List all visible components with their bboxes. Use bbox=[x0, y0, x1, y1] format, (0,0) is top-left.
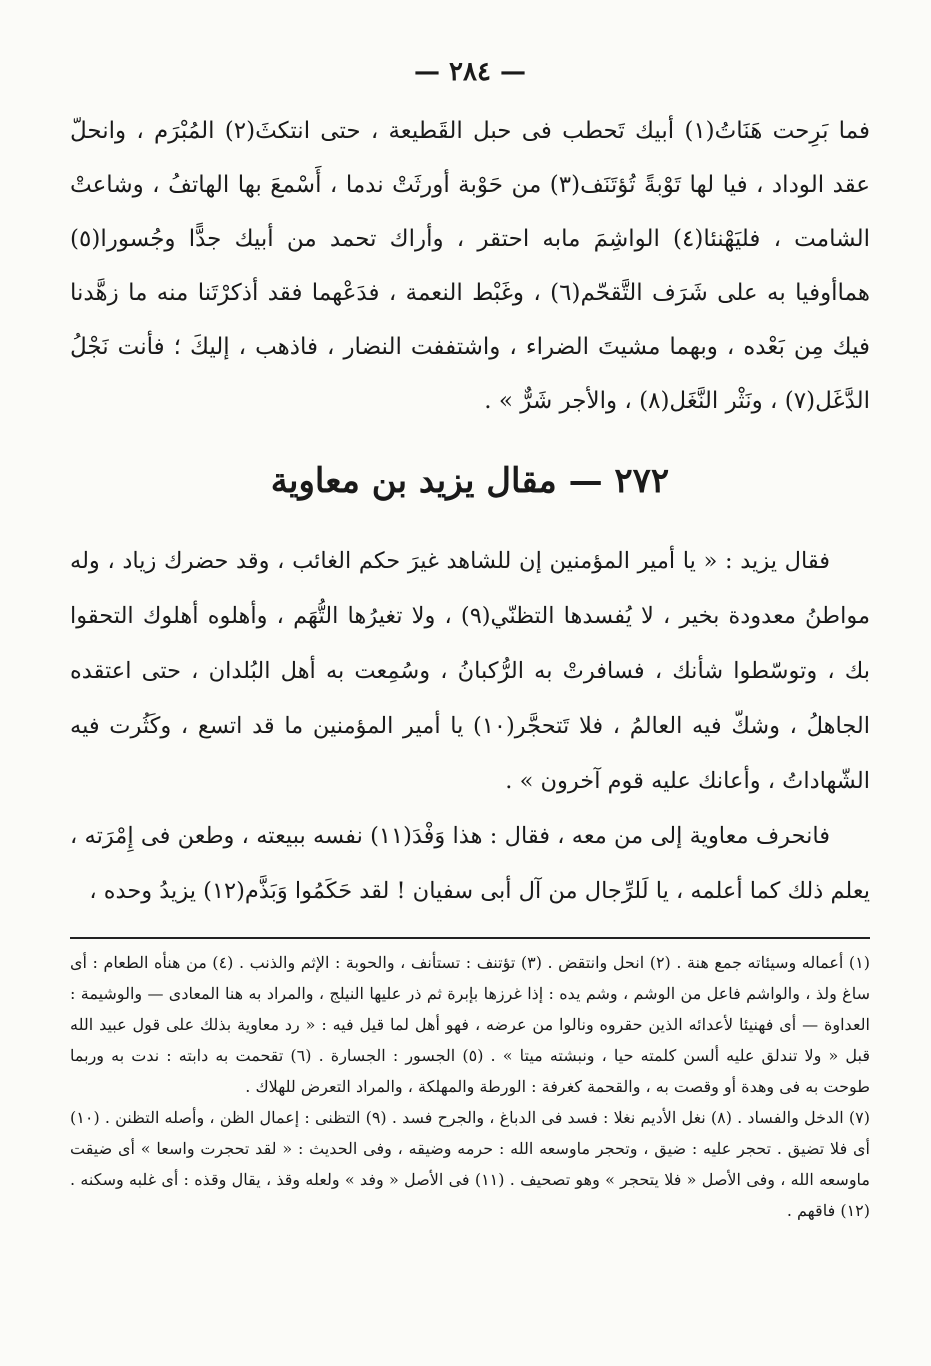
footnote-divider bbox=[70, 937, 870, 939]
book-page bbox=[70, 52, 870, 1342]
intro-paragraph: فما بَرِحت هَنَاتُ(١) أبيك تَحطب فى حبل القَطيعة ، حتى انتكثَ(٢) المُبْرَم ، وانحلّ عقد الوداد ، فيا لها تَوْبةً تُؤتَنَف(٣) من حَوْبة أورثَتْ ندما ، أَسْمعَ بها الهاتفُ ، وشاعتْ الشامت ، فليَهْنئا(٤) الواشِمَ مابه احتقر ، وأراك تحمد من أبيك جدًّا وجُسورا(٥) هماأوفيا به على شَرَف التَّقحّم(٦) ، وغَبْط النعمة ، فدَعْهما فقد أذكرْتَنا منه ما زهَّدنا فيك مِن بَعْده ، وبهما مشيتَ الضراء ، واشتففت النضار ، فاذهب ، إليكَ ؛ فأنت نَجْلُ الدَّغَل(٧) ، ونَثْر النَّغَل(٨) ، والأجر شَرٌّ » . bbox=[70, 118, 870, 414]
paragraph-muawiya: فانحرف معاوية إلى من معه ، فقال : هذا وَفْدَ(١١) نفسه ببيعته ، وطعن فى إِمْرَته ، يعلم ذلك كما أعلمه ، يا لَلرِّجال من آل أبى سفيان ! لقد حَكَمُوا وَبَذَّم(١٢) يزيدُ وحده ، bbox=[70, 823, 870, 904]
footnotes bbox=[70, 947, 870, 1226]
footnote-block: (٧) الدخل والفساد . (٨) نغل الأديم نغلا : فسد فى الدباغ ، والجرح فسد . (٩) التظنى : إعمال الظن ، وأصله التظنن . (١٠) أى فلا تضيق . تحجر عليه : ضيق ، وتحجر ماوسعه الله : حرمه وضيقه ، وفى الحديث : « لقد تحجرت واسعا » أى ضيقت ماوسعه الله ، وفى الأصل « فلا يتحجر » وهو تصحيف . (١١) فى الأصل « وفد » ولعله وقذ ، يقال وقذه : أى غلبه وسكنه . (١٢) فاقهم . bbox=[70, 1108, 870, 1220]
paragraph-yazid: فقال يزيد : « يا أمير المؤمنين إن للشاهد غيرَ حكم الغائب ، وقد حضرك زياد ، وله مواطنُ معدودة بخير ، لا يُفسدها التظنّي(٩) ، ولا تغيرُها التُّهَم ، وأهلوه أهلوك التحقوا بك ، وتوسّطوا شأنك ، فسافرتْ به الرُّكبانُ ، وسُمِعت به أهل البُلدان ، حتى اعتقده الجاهلُ ، وشكّ فيه العالمُ ، فلا تَتحجَّر(١٠) يا أمير المؤمنين ما قد اتسع ، وكَثُرت فيه الشّهاداتُ ، وأعانك عليه قوم آخرون » . bbox=[70, 548, 871, 794]
footnote-block: (١) أعماله وسيئاته جمع هنة . (٢) انحل وانتقض . (٣) تؤتنف : تستأنف ، والحوبة : الإثم والذنب . (٤) من هنأه الطعام : أى ساغ ولذ ، والواشم فاعل من الوشم ، وشم يده : إذا غرزها بإبرة ثم ذر عليها النيلج ، والمراد به هنا المعادى — والوشيمة : العداوة — أى فهنيئا لأعدائه الذين حقروه ونالوا من عرضه ، فهو أهل لما قيل فيه : « رد معاوية بذلك على قول عبيد الله قبل « ولا تندلق عليه ألسن كلمته حيا ، ونبشته ميتا » . (٥) الجسور : الجسارة . (٦) تقحمت به دابته : ندت به وربما طوحت به فى وهدة أو وقصت به ، والقحمة كغرفة : الورطة والمهلكة ، والمراد التعرض للهلاك . bbox=[70, 953, 871, 1096]
section-title: ٢٧٢ — مقال يزيد بن معاوية bbox=[270, 461, 670, 501]
intro-text bbox=[70, 104, 870, 428]
page-number: — ٢٨٤ — bbox=[413, 57, 527, 87]
section-body bbox=[70, 534, 870, 919]
